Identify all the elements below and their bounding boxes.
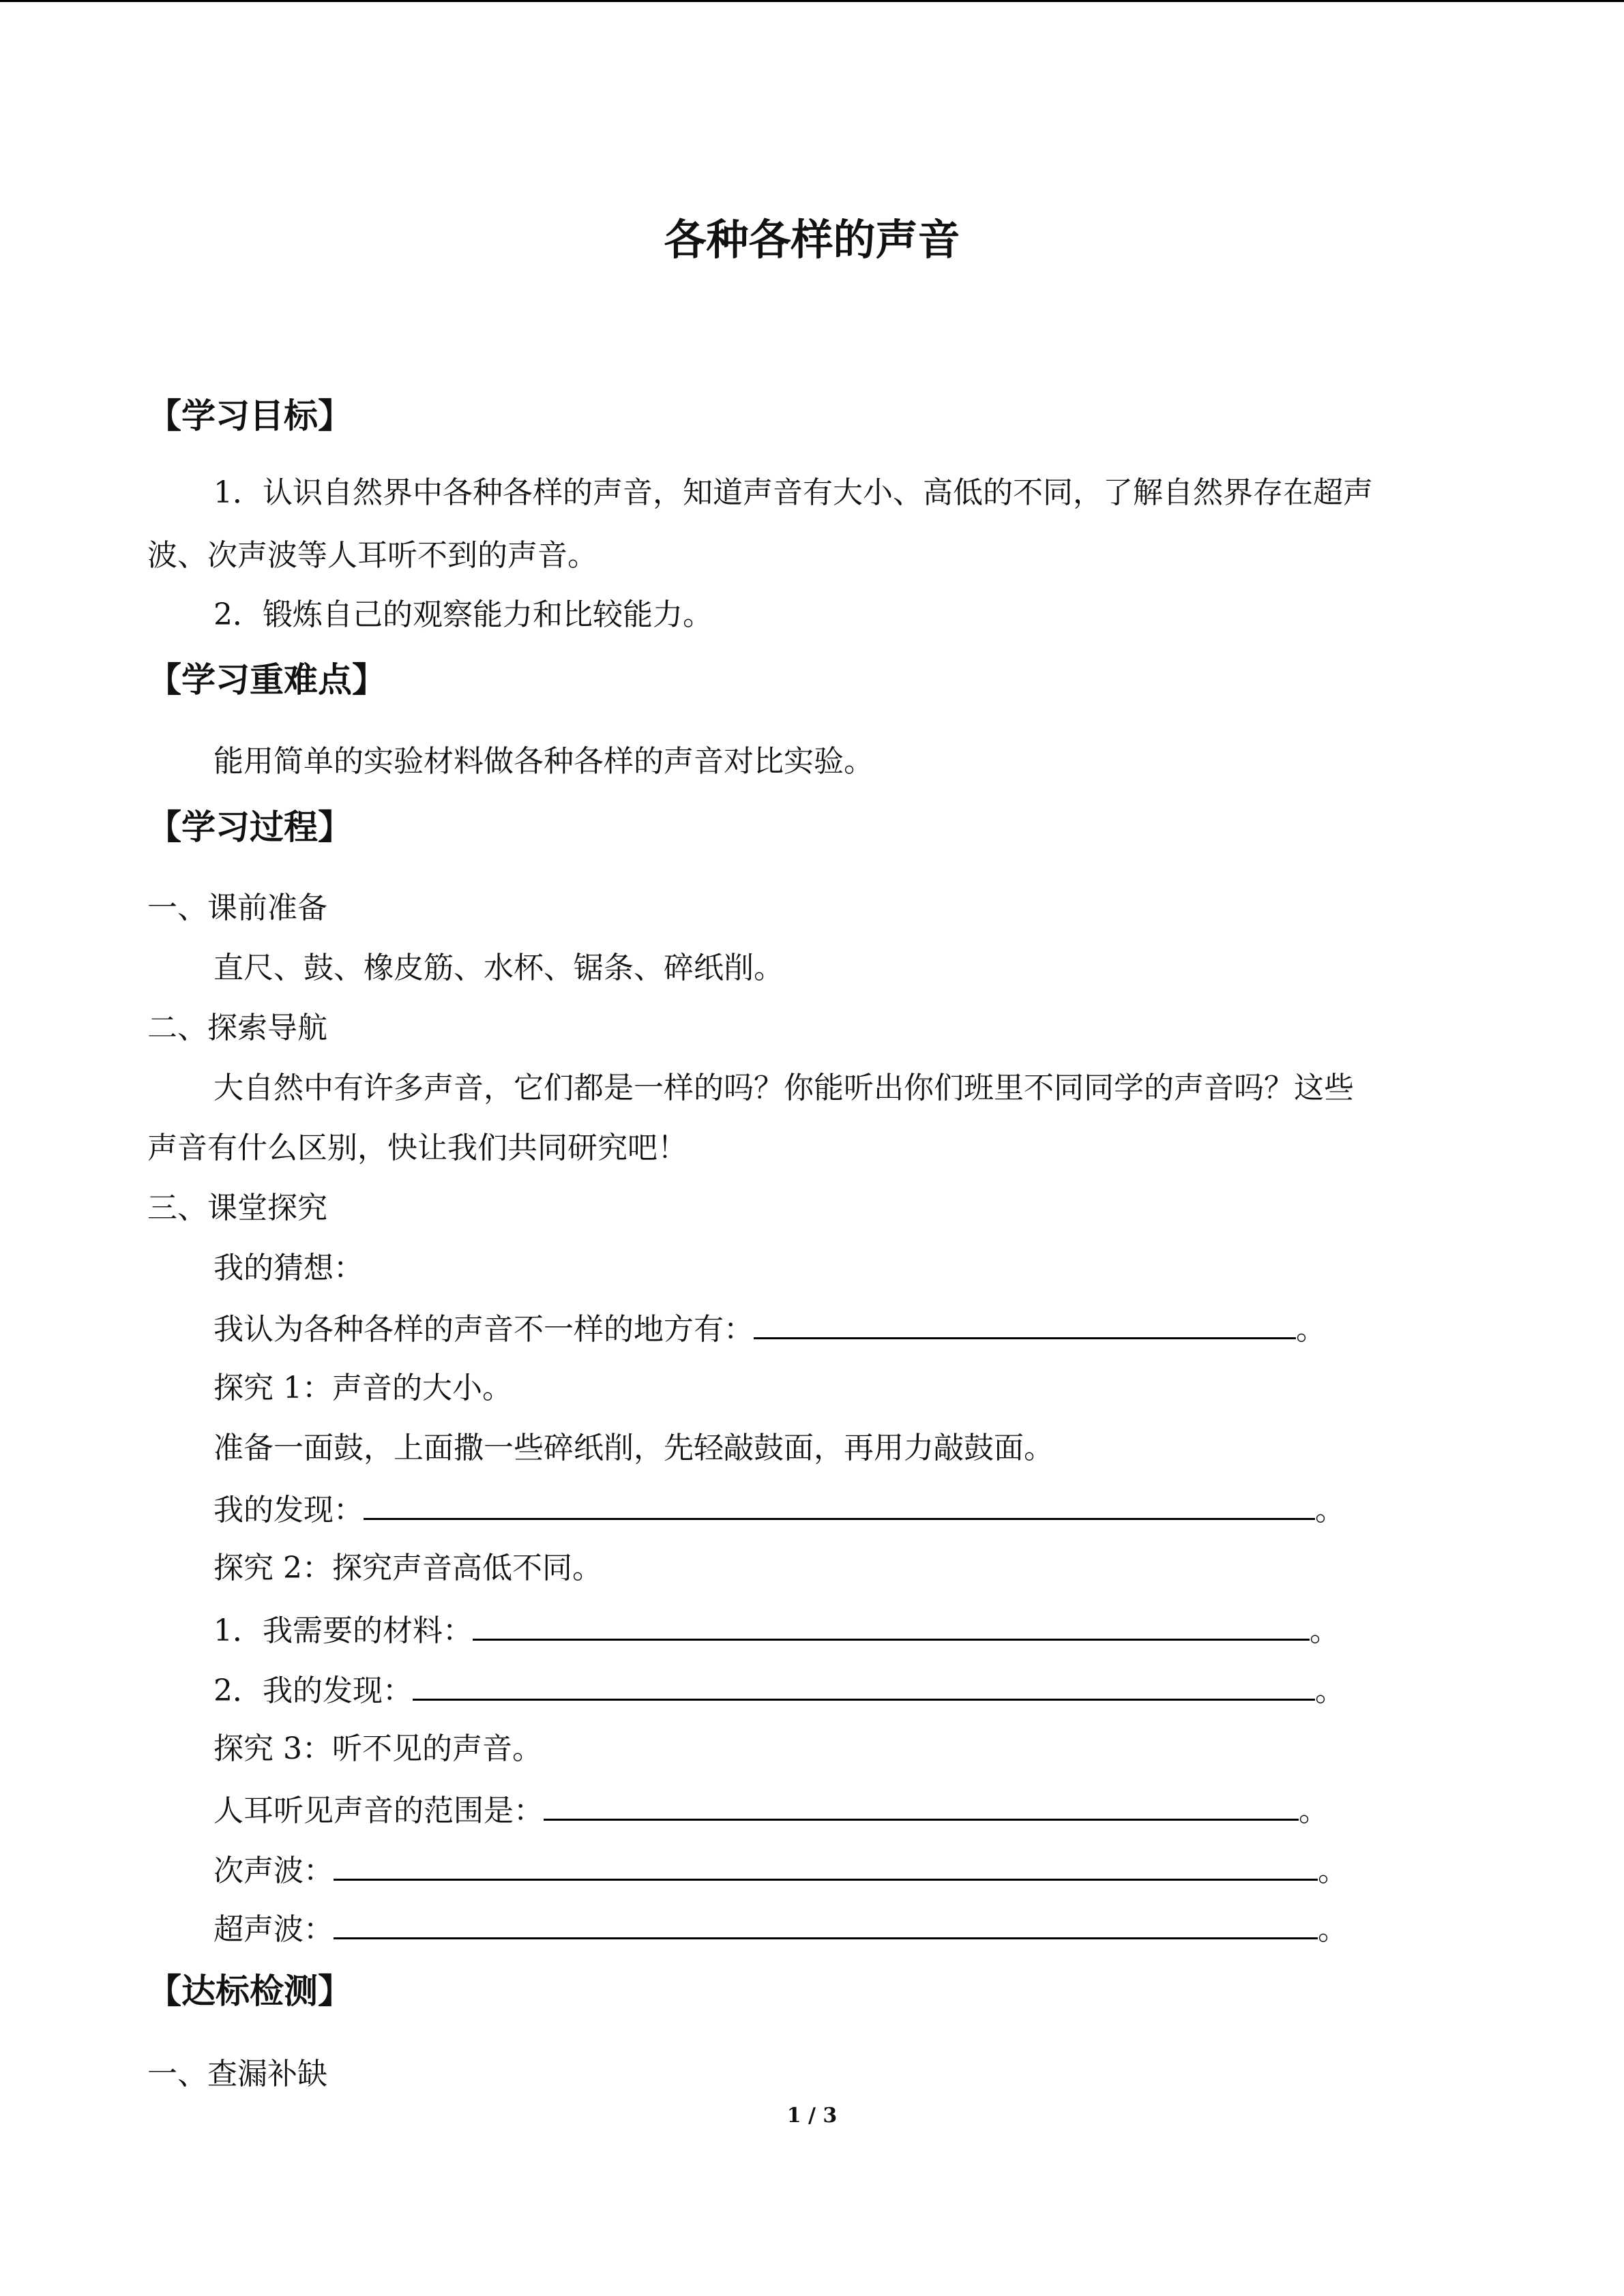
- objective-2: 2．锻炼自己的观察能力和比较能力。: [213, 597, 713, 632]
- page-number: 1 / 3: [786, 2104, 838, 2128]
- inquiry-1-title: 探究 1：声音的大小。: [213, 1371, 512, 1405]
- prep-text: 直尺、鼓、橡皮筋、水杯、锯条、碎纸削。: [213, 951, 784, 985]
- materials-row: [213, 1611, 1340, 1652]
- infrasound-period: 。: [1318, 1853, 1348, 1888]
- finding-period: 。: [1315, 1493, 1345, 1527]
- guess-blank[interactable]: [754, 1310, 1296, 1339]
- range-blank[interactable]: [544, 1791, 1299, 1821]
- materials-prompt: 1．我需要的材料：: [213, 1613, 473, 1648]
- explore-label: 三、课堂探究: [147, 1191, 327, 1225]
- ultrasound-prompt: 超声波：: [213, 1912, 334, 1947]
- ultrasound-blank[interactable]: [334, 1910, 1318, 1939]
- objectives-heading: 【学习目标】: [147, 396, 352, 436]
- page-top-border: [0, 0, 1624, 2]
- objective-1-line-2: 波、次声波等人耳听不到的声音。: [147, 538, 597, 573]
- prep-label: 一、课前准备: [147, 891, 327, 925]
- test-label: 一、查漏补缺: [147, 2057, 327, 2091]
- guess-period: 。: [1296, 1312, 1326, 1347]
- range-period: 。: [1299, 1793, 1329, 1828]
- nav-label: 二、探索导航: [147, 1011, 327, 1045]
- finding-blank[interactable]: [364, 1491, 1315, 1520]
- materials-period: 。: [1310, 1613, 1340, 1648]
- finding-prompt: 我的发现：: [213, 1493, 364, 1527]
- finding-row: [213, 1490, 1345, 1531]
- infrasound-blank[interactable]: [334, 1851, 1318, 1881]
- key-points-text: 能用简单的实验材料做各种各样的声音对比实验。: [213, 744, 874, 779]
- finding-2-prompt: 2．我的发现：: [213, 1673, 413, 1708]
- finding-2-blank[interactable]: [413, 1671, 1315, 1701]
- page-title: 各种各样的声音: [664, 215, 960, 265]
- finding-2-row: [213, 1671, 1345, 1712]
- inquiry-1-text: 准备一面鼓，上面撒一些碎纸削，先轻敲鼓面，再用力敲鼓面。: [213, 1431, 1054, 1465]
- ultrasound-period: 。: [1318, 1912, 1348, 1947]
- nav-text-line-2: 声音有什么区别，快让我们共同研究吧！: [147, 1131, 688, 1165]
- guess-row: [213, 1309, 1326, 1350]
- guess-label: 我的猜想：: [213, 1251, 364, 1285]
- key-points-heading: 【学习重难点】: [147, 659, 386, 700]
- ultrasound-row: [213, 1909, 1348, 1950]
- inquiry-3-title: 探究 3：听不见的声音。: [213, 1731, 542, 1766]
- infrasound-row: [213, 1851, 1348, 1892]
- infrasound-prompt: 次声波：: [213, 1853, 334, 1888]
- range-prompt: 人耳听见声音的范围是：: [213, 1793, 544, 1828]
- objective-1-line-1: 1．认识自然界中各种各样的声音，知道声音有大小、高低的不同，了解自然界存在超声: [213, 475, 1373, 510]
- nav-text-line-1: 大自然中有许多声音，它们都是一样的吗？你能听出你们班里不同同学的声音吗？这些: [213, 1071, 1354, 1105]
- finding-2-period: 。: [1315, 1673, 1345, 1708]
- range-row: [213, 1791, 1329, 1832]
- process-heading: 【学习过程】: [147, 807, 352, 847]
- materials-blank[interactable]: [473, 1611, 1310, 1641]
- inquiry-2-title: 探究 2：探究声音高低不同。: [213, 1551, 602, 1585]
- test-heading: 【达标检测】: [147, 1971, 352, 2011]
- guess-prompt: 我认为各种各样的声音不一样的地方有：: [213, 1312, 754, 1347]
